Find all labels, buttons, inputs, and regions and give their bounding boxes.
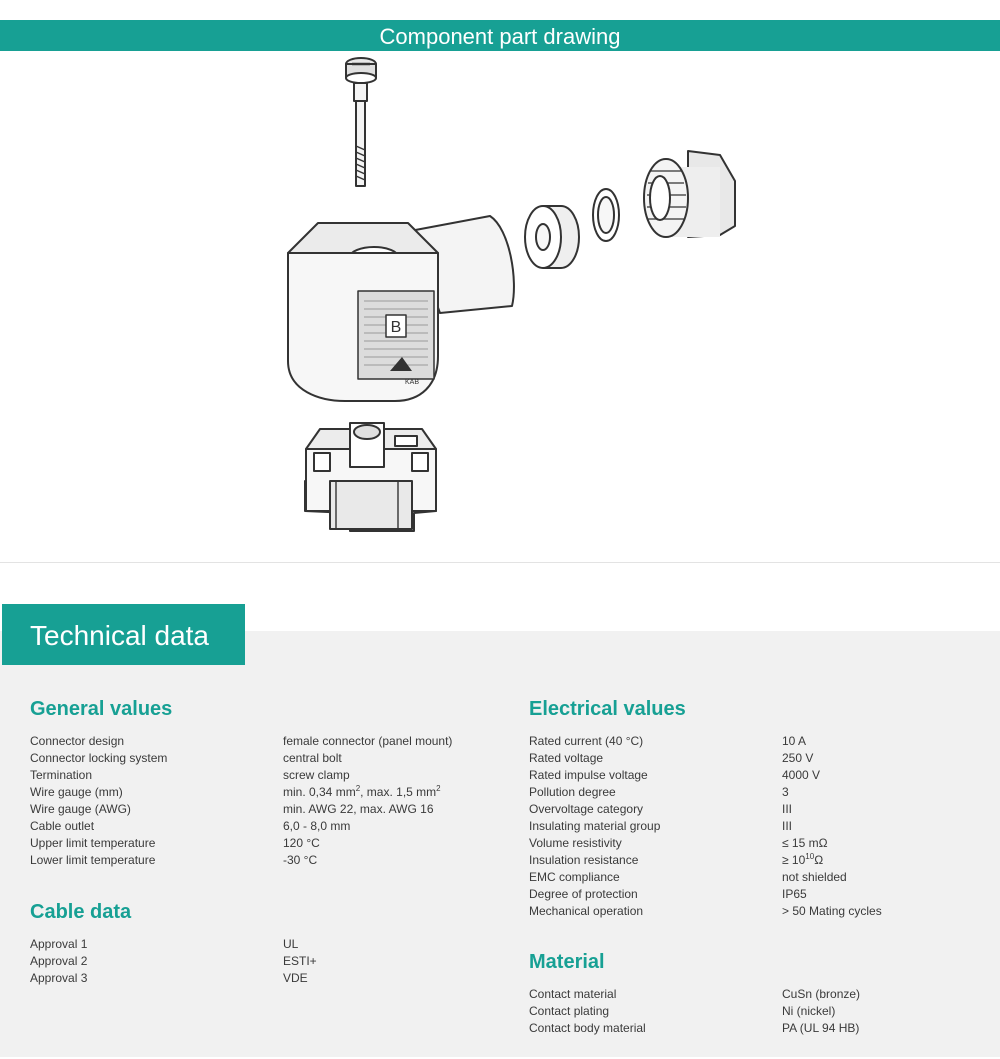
washer-part [593, 189, 619, 241]
general-values-table [30, 733, 452, 869]
cable-label: Approval 3 [30, 971, 88, 985]
electrical-row [529, 903, 882, 920]
cable-data-table [30, 936, 317, 987]
electrical-values-table [529, 733, 882, 920]
electrical-label: Insulating material group [529, 819, 661, 833]
material-label: Contact body material [529, 1021, 646, 1035]
general-row [30, 852, 452, 869]
electrical-value: not shielded [782, 870, 847, 884]
general-label: Cable outlet [30, 819, 95, 833]
cable-row [30, 936, 317, 953]
cable-value: ESTI+ [283, 954, 317, 968]
value-exponent: 2 [355, 784, 361, 793]
cable-grommet-part [525, 206, 579, 268]
general-row [30, 784, 452, 801]
electrical-label: Rated voltage [529, 751, 604, 765]
electrical-value: 10 A [782, 734, 807, 748]
general-value: min. AWG 22, max. AWG 16 [283, 802, 434, 816]
general-values-title: General values [30, 698, 173, 720]
general-value: -30 °C [283, 853, 318, 867]
electrical-label: Degree of protection [529, 887, 638, 901]
material-value: PA (UL 94 HB) [782, 1021, 860, 1035]
electrical-row [529, 835, 882, 852]
material-value: CuSn (bronze) [782, 987, 861, 1001]
general-row [30, 767, 452, 784]
general-row [30, 801, 452, 818]
electrical-label: Rated impulse voltage [529, 768, 648, 782]
cable-value: VDE [283, 971, 308, 985]
housing-letter: B [390, 319, 402, 336]
electrical-values-title: Electrical values [529, 698, 686, 720]
electrical-row [529, 767, 882, 784]
general-label: Wire gauge (AWG) [30, 802, 131, 816]
general-label: Lower limit temperature [30, 853, 156, 867]
general-row [30, 818, 452, 835]
general-value: 6,0 - 8,0 mm [283, 819, 351, 833]
cable-row [30, 970, 317, 987]
technical-data-tab: Technical data [2, 604, 245, 665]
material-title: Material [529, 951, 605, 973]
component-part-drawing [0, 51, 1000, 563]
component-drawing-banner: Component part drawing [0, 20, 1000, 51]
cable-value: UL [283, 937, 299, 951]
cable-label: Approval 2 [30, 954, 88, 968]
electrical-row [529, 886, 882, 903]
general-value [283, 784, 452, 801]
material-row [529, 1003, 860, 1020]
central-bolt-part [346, 58, 376, 186]
electrical-value: III [782, 802, 793, 816]
value-part: min. 0,34 mm [283, 785, 356, 799]
electrical-value: ≤ 15 mΩ [782, 836, 828, 850]
general-value: central bolt [283, 751, 342, 765]
housing-logo-text: KAB [405, 379, 420, 386]
material-value: Ni (nickel) [782, 1004, 836, 1018]
electrical-row [529, 818, 882, 835]
electrical-label: Volume resistivity [529, 836, 622, 850]
connector-housing-part [288, 216, 514, 401]
exploded-connector-illustration [0, 51, 1000, 563]
electrical-label: EMC compliance [529, 870, 620, 884]
general-value: female connector (panel mount) [283, 734, 453, 748]
cable-gland-nut-part [644, 151, 735, 237]
electrical-row [529, 852, 882, 869]
value-exponent: 2 [436, 784, 441, 793]
material-table [529, 986, 860, 1037]
material-row [529, 1020, 860, 1037]
electrical-label: Rated current (40 °C) [529, 734, 644, 748]
electrical-row [529, 869, 882, 886]
electrical-label: Mechanical operation [529, 904, 644, 918]
electrical-label: Insulation resistance [529, 853, 639, 867]
cable-data-title: Cable data [30, 901, 132, 923]
electrical-value: > 50 Mating cycles [782, 904, 882, 918]
value-part: ≥ 10 [782, 853, 806, 867]
electrical-row [529, 801, 882, 818]
general-row [30, 733, 452, 750]
value-exponent: 10 [805, 852, 815, 861]
electrical-value: III [782, 819, 793, 833]
general-label: Wire gauge (mm) [30, 785, 123, 799]
cable-label: Approval 1 [30, 937, 88, 951]
electrical-row [529, 750, 882, 767]
general-value: 120 °C [283, 836, 320, 850]
general-label: Connector locking system [30, 751, 168, 765]
section-divider [0, 562, 1000, 563]
general-label: Connector design [30, 734, 125, 748]
value-part: Ω [814, 853, 824, 867]
electrical-label: Overvoltage category [529, 802, 644, 816]
general-row [30, 835, 452, 852]
general-row [30, 750, 452, 767]
electrical-row [529, 733, 882, 750]
material-label: Contact plating [529, 1004, 610, 1018]
electrical-value: 3 [782, 785, 789, 799]
electrical-value: 250 V [782, 751, 814, 765]
material-label: Contact material [529, 987, 617, 1001]
electrical-value [782, 852, 882, 869]
cable-row [30, 953, 317, 970]
electrical-label: Pollution degree [529, 785, 616, 799]
general-label: Upper limit temperature [30, 836, 156, 850]
electrical-value: 4000 V [782, 768, 821, 782]
electrical-row [529, 784, 882, 801]
contact-insert-part [305, 423, 436, 531]
electrical-value: IP65 [782, 887, 807, 901]
general-label: Termination [30, 768, 93, 782]
general-value: screw clamp [283, 768, 350, 782]
value-part: , max. 1,5 mm [360, 785, 437, 799]
material-row [529, 986, 860, 1003]
